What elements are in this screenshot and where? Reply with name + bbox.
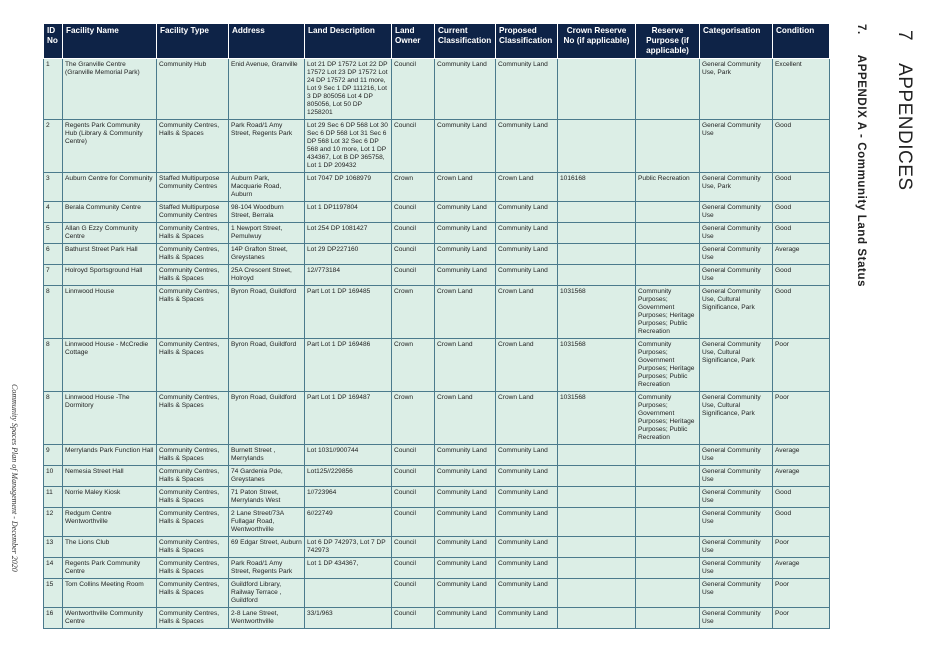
categorisation-cell: General Community Use [700,579,773,608]
condition-cell: Good [773,487,830,508]
facility-name-cell: Berala Community Centre [63,202,157,223]
community-land-table-wrapper [43,23,829,629]
land-description-cell [305,579,392,608]
land-owner-cell: Council [392,120,435,173]
facility-type-cell: Community Centres, Halls & Spaces [157,265,229,286]
land-description-cell: Part Lot 1 DP 169487 [305,392,392,445]
id-cell: 3 [44,173,63,202]
column-header: Land Description [305,24,392,59]
land-description-cell: Part Lot 1 DP 169485 [305,286,392,339]
facility-type-cell: Staffed Multipurpose Community Centres [157,202,229,223]
condition-cell: Average [773,558,830,579]
facility-type-cell: Community Centres, Halls & Spaces [157,286,229,339]
table-row [44,508,830,537]
address-cell: 2 Lane Street/73A Fullagar Road, Wentworthville [229,508,305,537]
facility-type-cell: Community Centres, Halls & Spaces [157,537,229,558]
id-cell: 5 [44,223,63,244]
condition-cell: Average [773,466,830,487]
column-header: ID No [44,24,63,59]
facility-type-cell: Community Centres, Halls & Spaces [157,508,229,537]
land-owner-cell: Council [392,466,435,487]
table-row [44,487,830,508]
reserve-purpose-cell: Community Purposes; Government Purposes; Heritage Purposes; Public Recreation [636,339,700,392]
address-cell: 69 Edgar Street, Auburn [229,537,305,558]
current-classification-cell: Community Land [435,59,496,120]
facility-type-cell: Community Centres, Halls & Spaces [157,244,229,265]
crown-reserve-cell [558,244,636,265]
facility-name-cell: Linnwood House -The Dormitory [63,392,157,445]
id-cell: 4 [44,202,63,223]
column-header: Current Classification [435,24,496,59]
land-owner-cell: Crown [392,286,435,339]
reserve-purpose-cell [636,223,700,244]
crown-reserve-cell [558,579,636,608]
proposed-classification-cell: Community Land [496,265,558,286]
crown-reserve-cell: 1031568 [558,392,636,445]
address-cell: Enid Avenue, Granville [229,59,305,120]
land-description-cell: Lot 6 DP 742973, Lot 7 DP 742973 [305,537,392,558]
reserve-purpose-cell [636,445,700,466]
current-classification-cell: Community Land [435,487,496,508]
column-header: Facility Name [63,24,157,59]
crown-reserve-cell: 1016168 [558,173,636,202]
proposed-classification-cell: Community Land [496,537,558,558]
land-description-cell: 33/1/963 [305,608,392,629]
facility-name-cell: Regents Park Community Centre [63,558,157,579]
current-classification-cell: Community Land [435,202,496,223]
crown-reserve-cell [558,508,636,537]
land-description-cell: Lot 1 DP1197804 [305,202,392,223]
address-cell: Burnett Street , Merrylands [229,445,305,466]
table-row [44,286,830,339]
land-description-cell: Lot125//229856 [305,466,392,487]
proposed-classification-cell: Community Land [496,244,558,265]
table-row [44,558,830,579]
land-description-cell: 1//723964 [305,487,392,508]
table-row [44,537,830,558]
table-row [44,223,830,244]
current-classification-cell: Community Land [435,445,496,466]
id-cell: 9 [44,445,63,466]
condition-cell: Average [773,445,830,466]
column-header: Reserve Purpose (if applicable) [636,24,700,59]
land-owner-cell: Council [392,244,435,265]
condition-cell: Average [773,244,830,265]
reserve-purpose-cell [636,579,700,608]
facility-type-cell: Staffed Multipurpose Community Centres [157,173,229,202]
id-cell: 8 [44,392,63,445]
condition-cell: Good [773,265,830,286]
column-header: Facility Type [157,24,229,59]
proposed-classification-cell: Community Land [496,202,558,223]
crown-reserve-cell [558,558,636,579]
current-classification-cell: Community Land [435,466,496,487]
table-row [44,445,830,466]
current-classification-cell: Community Land [435,244,496,265]
land-owner-cell: Council [392,558,435,579]
table-row [44,244,830,265]
categorisation-cell: General Community Use [700,487,773,508]
address-cell: 98-104 Woodburn Street, Berrala [229,202,305,223]
current-classification-cell: Community Land [435,120,496,173]
categorisation-cell: General Community Use, Park [700,173,773,202]
proposed-classification-cell: Crown Land [496,286,558,339]
column-header: Address [229,24,305,59]
id-cell: 8 [44,286,63,339]
facility-name-cell: Holroyd Sportsground Hall [63,265,157,286]
facility-type-cell: Community Centres, Halls & Spaces [157,487,229,508]
appendix-a-heading [855,24,867,287]
address-cell: Guildford Library, Railway Terrace , Guildford [229,579,305,608]
facility-name-cell: Nemesia Street Hall [63,466,157,487]
reserve-purpose-cell [636,265,700,286]
address-cell: Auburn Park, Macquarie Road, Auburn [229,173,305,202]
crown-reserve-cell [558,537,636,558]
address-cell: 25A Crescent Street, Holroyd [229,265,305,286]
reserve-purpose-cell: Community Purposes; Government Purposes; Heritage Purposes; Public Recreation [636,286,700,339]
reserve-purpose-cell [636,558,700,579]
land-owner-cell: Crown [392,392,435,445]
facility-name-cell: Norrie Maley Kiosk [63,487,157,508]
subsection-title: APPENDIX A - Community Land Status [855,54,867,288]
land-description-cell: Lot 7047 DP 1068979 [305,173,392,202]
address-cell: 71 Paton Street, Merrylands West [229,487,305,508]
crown-reserve-cell [558,445,636,466]
condition-cell: Poor [773,392,830,445]
id-cell: 14 [44,558,63,579]
table-row [44,392,830,445]
land-owner-cell: Council [392,59,435,120]
table-row [44,173,830,202]
column-header: Crown Reserve No (if applicable) [558,24,636,59]
land-description-cell: Lot 1031//900744 [305,445,392,466]
column-header: Proposed Classification [496,24,558,59]
facility-type-cell: Community Centres, Halls & Spaces [157,445,229,466]
address-cell: 74 Gardenia Pde, Greystanes [229,466,305,487]
facility-name-cell: Wentworthville Community Centre [63,608,157,629]
current-classification-cell: Crown Land [435,286,496,339]
condition-cell: Good [773,173,830,202]
current-classification-cell: Community Land [435,558,496,579]
crown-reserve-cell [558,202,636,223]
reserve-purpose-cell [636,508,700,537]
land-description-cell: Lot 254 DP 1081427 [305,223,392,244]
facility-type-cell: Community Centres, Halls & Spaces [157,466,229,487]
facility-type-cell: Community Centres, Halls & Spaces [157,339,229,392]
land-description-cell: 6//22749 [305,508,392,537]
land-description-cell: Lot 29 DP227160 [305,244,392,265]
categorisation-cell: General Community Use [700,202,773,223]
facility-name-cell: Tom Collins Meeting Room [63,579,157,608]
categorisation-cell: General Community Use, Park [700,59,773,120]
current-classification-cell: Community Land [435,508,496,537]
land-owner-cell: Council [392,265,435,286]
facility-name-cell: Linnwood House [63,286,157,339]
land-owner-cell: Council [392,537,435,558]
condition-cell: Good [773,508,830,537]
address-cell: Park Road/1 Amy Street, Regents Park [229,120,305,173]
appendices-heading [893,30,915,191]
id-cell: 16 [44,608,63,629]
community-land-table [43,23,830,629]
proposed-classification-cell: Community Land [496,608,558,629]
crown-reserve-cell [558,487,636,508]
land-owner-cell: Council [392,579,435,608]
document-footer: Community Spaces Plan of Management - December 2020 [10,384,19,572]
land-owner-cell: Council [392,445,435,466]
section-title: APPENDICES [894,63,915,191]
reserve-purpose-cell: Community Purposes; Government Purposes; Heritage Purposes; Public Recreation [636,392,700,445]
crown-reserve-cell [558,608,636,629]
current-classification-cell: Crown Land [435,392,496,445]
facility-type-cell: Community Centres, Halls & Spaces [157,120,229,173]
proposed-classification-cell: Community Land [496,558,558,579]
table-row [44,59,830,120]
proposed-classification-cell: Crown Land [496,392,558,445]
land-owner-cell: Crown [392,339,435,392]
land-description-cell: Part Lot 1 DP 169486 [305,339,392,392]
categorisation-cell: General Community Use, Cultural Significance, Park [700,286,773,339]
section-number: 7 [894,30,915,42]
proposed-classification-cell: Community Land [496,466,558,487]
proposed-classification-cell: Community Land [496,120,558,173]
condition-cell: Poor [773,579,830,608]
facility-name-cell: Redgum Centre Wentworthville [63,508,157,537]
current-classification-cell: Crown Land [435,339,496,392]
condition-cell: Excellent [773,59,830,120]
land-owner-cell: Council [392,508,435,537]
condition-cell: Poor [773,537,830,558]
categorisation-cell: General Community Use [700,558,773,579]
table-row [44,120,830,173]
facility-type-cell: Community Centres, Halls & Spaces [157,608,229,629]
id-cell: 7 [44,265,63,286]
categorisation-cell: General Community Use [700,508,773,537]
table-header-row [44,24,830,59]
facility-type-cell: Community Centres, Halls & Spaces [157,392,229,445]
current-classification-cell: Community Land [435,223,496,244]
categorisation-cell: General Community Use [700,265,773,286]
facility-type-cell: Community Hub [157,59,229,120]
facility-type-cell: Community Centres, Halls & Spaces [157,579,229,608]
id-cell: 12 [44,508,63,537]
reserve-purpose-cell [636,202,700,223]
current-classification-cell: Community Land [435,265,496,286]
current-classification-cell: Community Land [435,608,496,629]
categorisation-cell: General Community Use [700,120,773,173]
condition-cell: Poor [773,339,830,392]
table-body [44,59,830,629]
categorisation-cell: General Community Use [700,223,773,244]
address-cell: Byron Road, Guildford [229,339,305,392]
categorisation-cell: General Community Use [700,244,773,265]
table-row [44,202,830,223]
facility-name-cell: Bathurst Street Park Hall [63,244,157,265]
categorisation-cell: General Community Use [700,608,773,629]
condition-cell: Good [773,223,830,244]
proposed-classification-cell: Community Land [496,487,558,508]
table-row [44,339,830,392]
facility-type-cell: Community Centres, Halls & Spaces [157,558,229,579]
land-description-cell: Lot 1 DP 434367, [305,558,392,579]
id-cell: 11 [44,487,63,508]
proposed-classification-cell: Crown Land [496,339,558,392]
id-cell: 15 [44,579,63,608]
categorisation-cell: General Community Use [700,466,773,487]
facility-name-cell: The Granville Centre (Granville Memorial Park) [63,59,157,120]
reserve-purpose-cell [636,608,700,629]
address-cell: Byron Road, Guildford [229,392,305,445]
reserve-purpose-cell [636,244,700,265]
facility-name-cell: Regents Park Community Hub (Library & Community Centre) [63,120,157,173]
reserve-purpose-cell [636,537,700,558]
id-cell: 10 [44,466,63,487]
id-cell: 8 [44,339,63,392]
address-cell: Park Road/1 Amy Street, Regents Park [229,558,305,579]
crown-reserve-cell [558,120,636,173]
land-description-cell: Lot 21 DP 17572 Lot 22 DP 17572 Lot 23 DP 17572 Lot 24 DP 17572 and 11 more, Lot 9 Sec 1 DP 111216, Lot 3 DP 805056 Lot 4 DP 805056, Lot 50 DP 1258201 [305,59,392,120]
table-row [44,579,830,608]
condition-cell: Good [773,120,830,173]
proposed-classification-cell: Community Land [496,59,558,120]
facility-name-cell: Auburn Centre for Community [63,173,157,202]
table-row [44,265,830,286]
condition-cell: Good [773,202,830,223]
reserve-purpose-cell [636,487,700,508]
reserve-purpose-cell [636,120,700,173]
land-owner-cell: Council [392,608,435,629]
table-row [44,608,830,629]
proposed-classification-cell: Community Land [496,445,558,466]
column-header: Land Owner [392,24,435,59]
crown-reserve-cell [558,265,636,286]
proposed-classification-cell: Community Land [496,508,558,537]
crown-reserve-cell: 1031568 [558,339,636,392]
address-cell: 2-8 Lane Street, Wentworthville [229,608,305,629]
current-classification-cell: Crown Land [435,173,496,202]
id-cell: 1 [44,59,63,120]
crown-reserve-cell [558,223,636,244]
condition-cell: Poor [773,608,830,629]
current-classification-cell: Community Land [435,537,496,558]
land-owner-cell: Council [392,487,435,508]
proposed-classification-cell: Community Land [496,579,558,608]
facility-name-cell: The Lions Club [63,537,157,558]
reserve-purpose-cell: Public Recreation [636,173,700,202]
current-classification-cell: Community Land [435,579,496,608]
proposed-classification-cell: Crown Land [496,173,558,202]
condition-cell: Good [773,286,830,339]
categorisation-cell: General Community Use [700,537,773,558]
land-owner-cell: Council [392,223,435,244]
categorisation-cell: General Community Use, Cultural Significance, Park [700,392,773,445]
facility-name-cell: Allan G Ezzy Community Centre [63,223,157,244]
categorisation-cell: General Community Use, Cultural Significance, Park [700,339,773,392]
table-row [44,466,830,487]
land-description-cell: Lot 29 Sec 6 DP 568 Lot 30 Sec 6 DP 568 Lot 31 Sec 6 DP 568 Lot 32 Sec 6 DP 568 and 10 more, Lot 1 DP 434367, Lot B DP 365758, Lot 1 DP 209432 [305,120,392,173]
facility-name-cell: Merrylands Park Function Hall [63,445,157,466]
land-description-cell: 12//773184 [305,265,392,286]
reserve-purpose-cell [636,59,700,120]
facility-name-cell: Linnwood House - McCredie Cottage [63,339,157,392]
crown-reserve-cell [558,466,636,487]
crown-reserve-cell [558,59,636,120]
column-header: Condition [773,24,830,59]
categorisation-cell: General Community Use [700,445,773,466]
land-owner-cell: Council [392,202,435,223]
address-cell: 1 Newport Street, Pemulwuy [229,223,305,244]
facility-type-cell: Community Centres, Halls & Spaces [157,223,229,244]
id-cell: 2 [44,120,63,173]
reserve-purpose-cell [636,466,700,487]
address-cell: 14P Grafton Street, Greystanes [229,244,305,265]
column-header: Categorisation [700,24,773,59]
id-cell: 6 [44,244,63,265]
proposed-classification-cell: Community Land [496,223,558,244]
subsection-number: 7. [855,24,867,35]
crown-reserve-cell: 1031568 [558,286,636,339]
id-cell: 13 [44,537,63,558]
address-cell: Byron Road, Guildford [229,286,305,339]
land-owner-cell: Crown [392,173,435,202]
